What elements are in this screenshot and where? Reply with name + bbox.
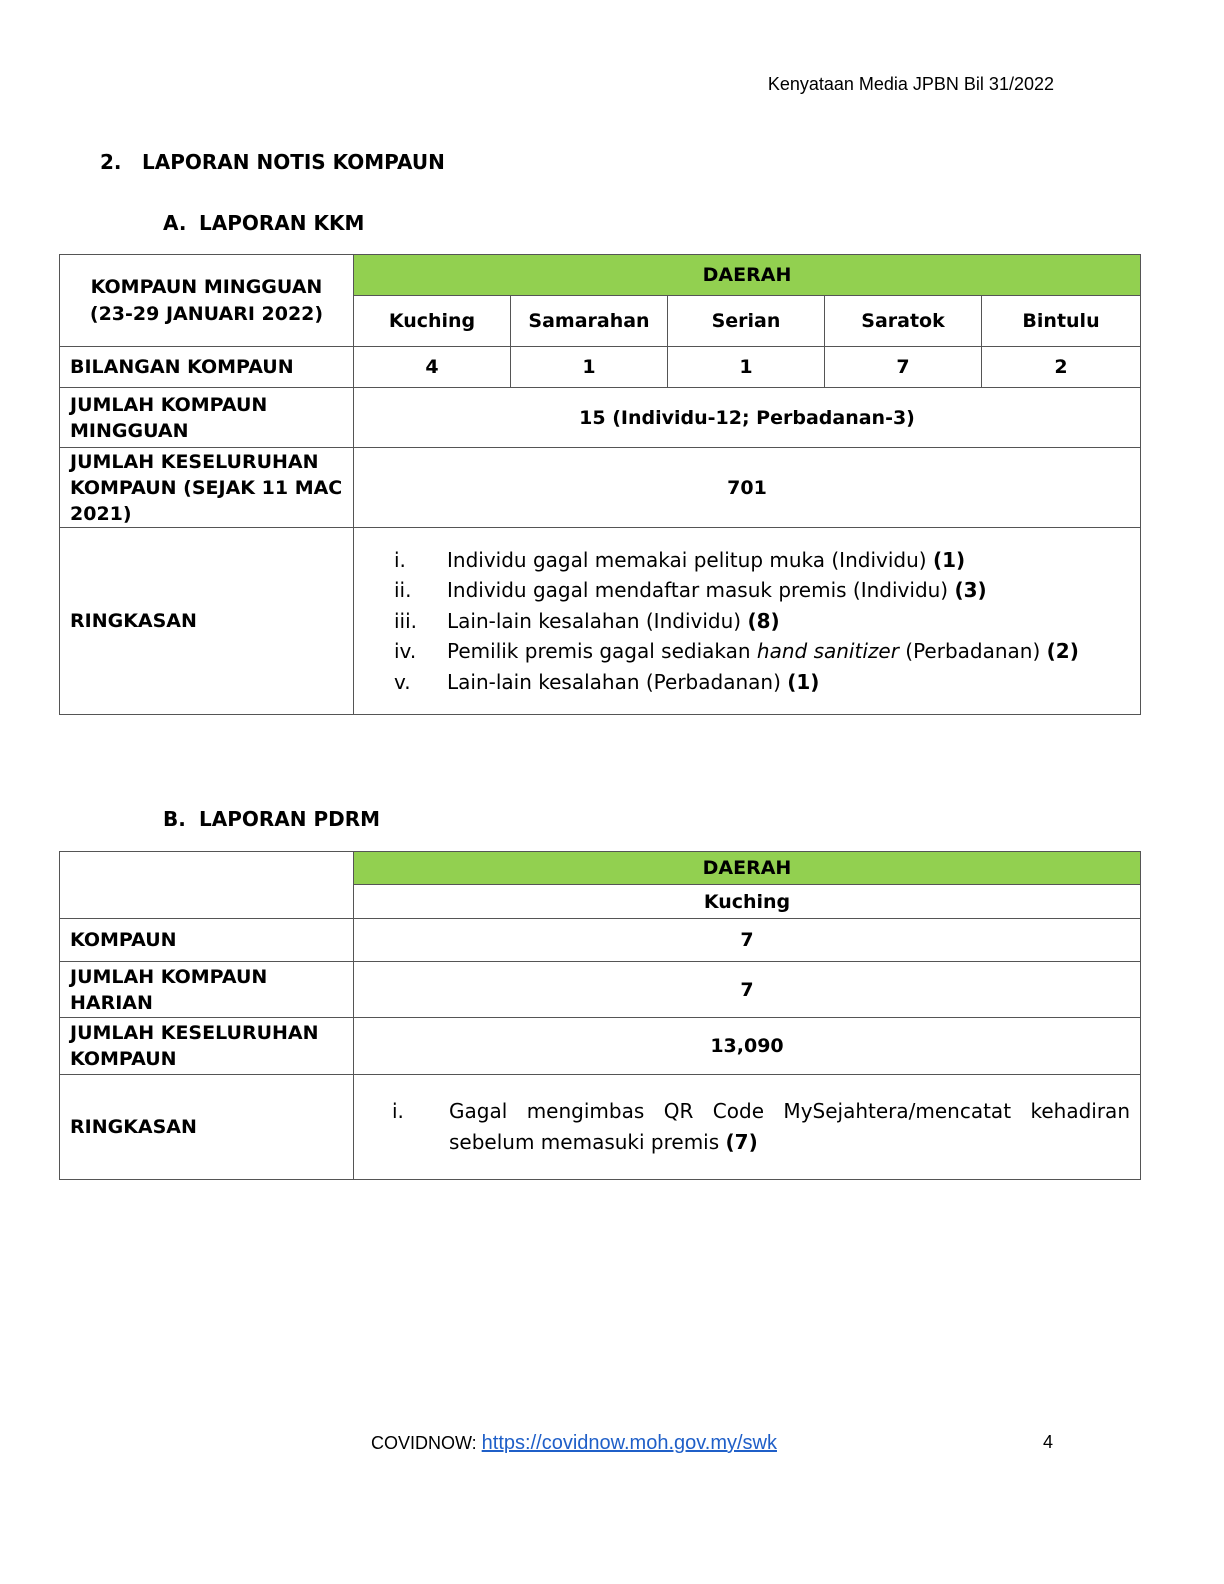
pdrm-jumlah-harian-label: JUMLAH KOMPAUN HARIAN bbox=[60, 962, 354, 1018]
footer bbox=[371, 1432, 777, 1455]
kkm-bilangan-label: BILANGAN KOMPAUN bbox=[60, 347, 354, 388]
pdrm-kompaun-value: 7 bbox=[354, 919, 1141, 962]
kkm-table bbox=[59, 254, 1141, 715]
kkm-jumlah-keseluruhan-label: JUMLAH KESELURUHAN KOMPAUN (SEJAK 11 MAC 2021) bbox=[60, 448, 354, 528]
kkm-ringkasan-cell bbox=[354, 528, 1141, 715]
kkm-ringkasan-list bbox=[364, 545, 1130, 698]
pdrm-title-text: LAPORAN PDRM bbox=[199, 807, 381, 831]
kkm-corner-line2: (23-29 JANUARI 2022) bbox=[89, 302, 324, 325]
header-text: Kenyataan Media JPBN Bil 31/2022 bbox=[767, 74, 1054, 94]
kkm-district-bintulu: Bintulu bbox=[982, 296, 1141, 347]
list-item: ii. Individu gagal mendaftar masuk premis (Individu) (3) bbox=[394, 578, 987, 603]
kkm-jumlah-mingguan-label: JUMLAH KOMPAUN MINGGUAN bbox=[60, 388, 354, 448]
page-number: 4 bbox=[1043, 1432, 1054, 1452]
kkm-bilangan-kuching: 4 bbox=[354, 347, 511, 388]
pdrm-title bbox=[163, 807, 380, 831]
pdrm-ringkasan-label: RINGKASAN bbox=[60, 1075, 354, 1180]
kkm-bilangan-serian: 1 bbox=[668, 347, 825, 388]
pdrm-kompaun-label: KOMPAUN bbox=[60, 919, 354, 962]
pdrm-letter: B. bbox=[163, 807, 186, 831]
kkm-letter: A. bbox=[163, 211, 187, 235]
kkm-daerah-header: DAERAH bbox=[354, 255, 1141, 296]
list-item: iv. Pemilik premis gagal sediakan hand sanitizer (Perbadanan) (2) bbox=[394, 639, 1079, 664]
kkm-bilangan-saratok: 7 bbox=[825, 347, 982, 388]
kkm-corner-line1: KOMPAUN MINGGUAN bbox=[90, 275, 323, 298]
kkm-jumlah-keseluruhan-value: 701 bbox=[354, 448, 1141, 528]
pdrm-daerah-header: DAERAH bbox=[354, 852, 1141, 885]
kkm-district-serian: Serian bbox=[668, 296, 825, 347]
pdrm-corner-header bbox=[60, 852, 354, 919]
kkm-district-samarahan: Samarahan bbox=[511, 296, 668, 347]
pdrm-jumlah-keseluruhan-value: 13,090 bbox=[354, 1018, 1141, 1075]
kkm-district-saratok: Saratok bbox=[825, 296, 982, 347]
kkm-jumlah-mingguan-value: 15 (Individu-12; Perbadanan-3) bbox=[354, 388, 1141, 448]
pdrm-ringkasan-cell bbox=[354, 1075, 1141, 1180]
list-item: iii. Lain-lain kesalahan (Individu) (8) bbox=[394, 608, 780, 633]
kkm-bilangan-bintulu: 2 bbox=[982, 347, 1141, 388]
pdrm-table bbox=[59, 851, 1141, 1180]
section-title bbox=[100, 150, 445, 174]
kkm-ringkasan-label: RINGKASAN bbox=[60, 528, 354, 715]
pdrm-district-kuching: Kuching bbox=[354, 885, 1141, 919]
list-item: i. Gagal mengimbas QR Code MySejahtera/mencatat kehadiran sebelum memasuki premis (7) bbox=[392, 1099, 1130, 1154]
list-item: i. Individu gagal memakai pelitup muka (Individu) (1) bbox=[394, 547, 966, 572]
footer-label: COVIDNOW: bbox=[371, 1433, 482, 1453]
kkm-title-text: LAPORAN KKM bbox=[199, 211, 365, 235]
kkm-district-kuching: Kuching bbox=[354, 296, 511, 347]
section-title-text: LAPORAN NOTIS KOMPAUN bbox=[142, 150, 445, 174]
kkm-corner-header bbox=[60, 255, 354, 347]
pdrm-jumlah-keseluruhan-label: JUMLAH KESELURUHAN KOMPAUN bbox=[60, 1018, 354, 1075]
pdrm-jumlah-harian-value: 7 bbox=[354, 962, 1141, 1018]
kkm-title bbox=[163, 211, 364, 235]
covidnow-link[interactable]: https://covidnow.moh.gov.my/swk bbox=[481, 1432, 777, 1454]
list-item: v. Lain-lain kesalahan (Perbadanan) (1) bbox=[394, 669, 820, 694]
kkm-bilangan-samarahan: 1 bbox=[511, 347, 668, 388]
section-number: 2. bbox=[100, 150, 122, 174]
